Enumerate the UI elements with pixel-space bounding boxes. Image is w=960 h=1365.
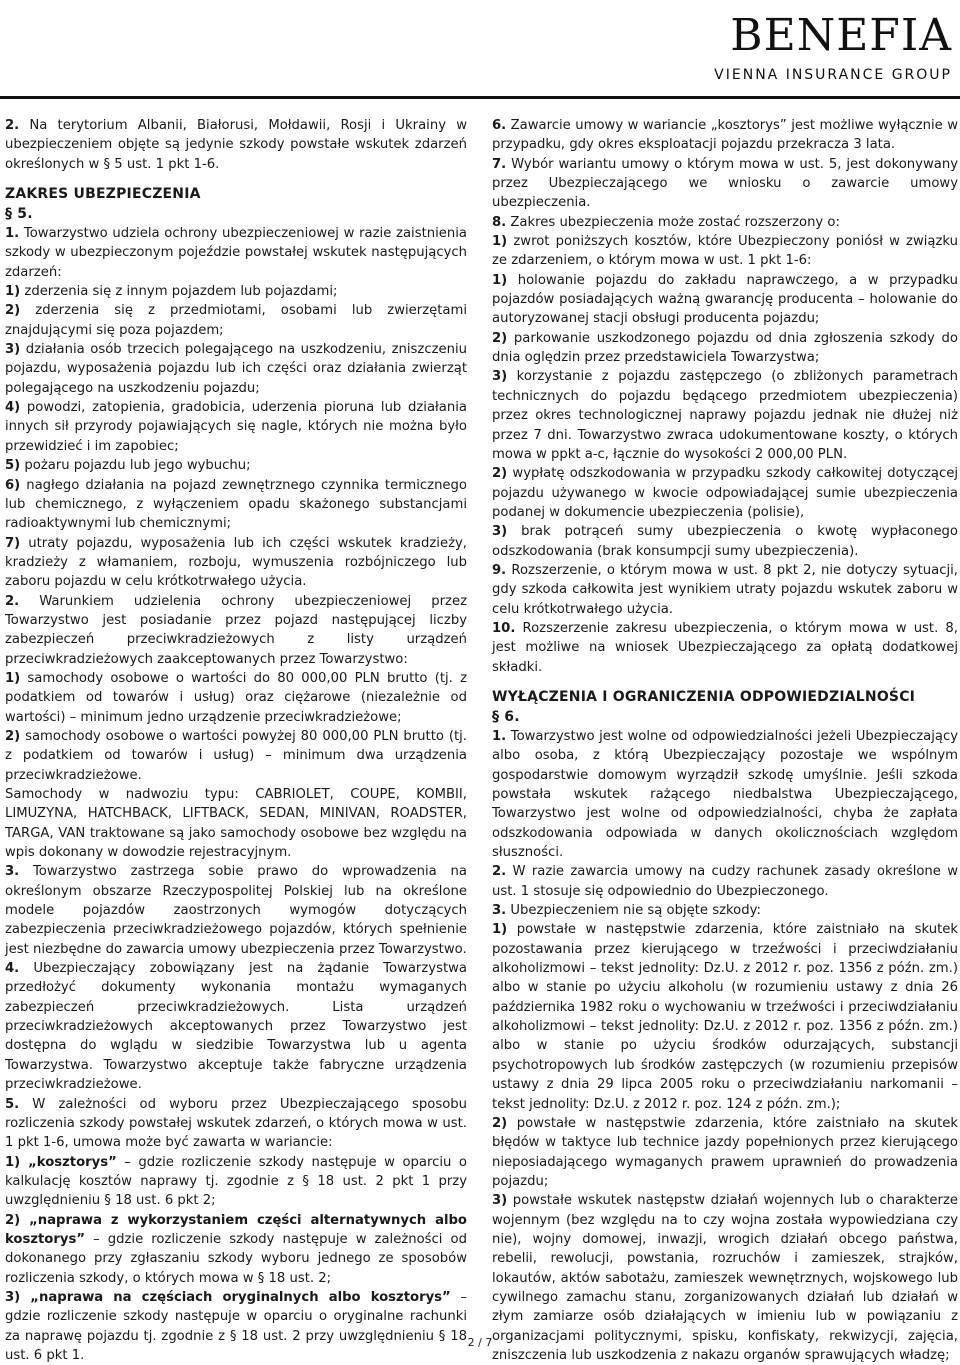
item-number: 3) [492, 369, 508, 385]
item-number: 5) [5, 458, 21, 474]
paragraph [492, 116, 958, 155]
benefia-logo [714, 8, 952, 84]
paragraph [492, 727, 958, 862]
paragraph-text: powodzi, zatopienia, gradobicia, uderzenia pioruna lub działania innych sił przyrody pojawiających się nagle, których nie można było przewidzieć i im zapobiec; [5, 400, 467, 454]
paragraph-text: Rozszerzenie zakresu ubezpieczenia, o którym mowa w ust. 8, jest możliwe na wniosek Ubezpieczającego za opłatą dodatkowej składki. [492, 620, 958, 675]
right-column [492, 116, 958, 1365]
paragraph-text: nagłego działania na pojazd zewnętrznego czynnika termicznego lub chemicznego, z wyłączeniem opadu skażonego substancjami radioaktywnymi lub chemicznymi; [5, 477, 467, 532]
item-number: 5. [5, 1096, 20, 1112]
paragraph-text: pożaru pojazdu lub jego wybuchu; [20, 458, 251, 474]
paragraph [492, 367, 958, 464]
paragraph [5, 1288, 467, 1365]
paragraph [5, 224, 467, 282]
logo-subtitle: VIENNA INSURANCE GROUP [714, 67, 952, 83]
item-number: 2) [5, 303, 21, 319]
item-number: 7) [5, 535, 21, 551]
paragraph-text: korzystanie z pojazdu zastępczego (o zbliżonych parametrach technicznych do pojazdu będącego przedmiotem ubezpieczenia) przez okres technologicznej naprawy pojazdu jednak nie dłużej niż przez 7 dni. Towarzystwo zwraca udokumentowane koszty, o których mowa w ppkt a-c, łącznie do wysokości 2 000,00 PLN. [492, 369, 958, 462]
paragraph-text: Towarzystwo udziela ochrony ubezpieczeniowej w razie zaistnienia szkody w ubezpieczonym pojeździe powstałej wskutek następujących zdarzeń: [5, 226, 467, 280]
item-number: 3) [492, 1193, 508, 1209]
paragraph [492, 522, 958, 561]
paragraph-text: – gdzie rozliczenie szkody następuje w oparciu o kalkulację kosztów naprawy tj. zgodnie z § 18 ust. 2 pkt 1 przy uwzględnieniu § 18 ust. 6 pkt 2; [5, 1154, 467, 1209]
paragraph-text: parkowanie uszkodzonego pojazdu od dnia zgłoszenia szkody do dnia oględzin przez przedstawiciela Towarzystwa; [492, 330, 958, 366]
item-number: 7. [492, 156, 507, 172]
paragraph-text: W razie zawarcia umowy na cudzy rachunek zasady określone w ust. 1 stosuje się odpowiednio do Ubezpieczonego. [492, 864, 958, 899]
paragraph [5, 1095, 467, 1153]
paragraph [5, 301, 467, 340]
item-number: 3) [492, 524, 508, 540]
paragraph-text: powstałe w następstwie zdarzenia, które zaistniało na skutek błędów w taktyce lub technice jazdy popełnionych przez kierującego nieposiadającego wymaganych prawem uprawnień do prowadzenia pojazdu; [492, 1115, 958, 1189]
paragraph [492, 561, 958, 619]
paragraph-text: powstałe wskutek następstw działań wojennych lub o charakterze wojennym (bez względu na to czy wojna została wypowiedziana czy nie), wojny domowej, inwazji, wrogich działań obcego państwa, rebelii, rewolucji, powstania, rozruchów i zamieszek, strajków, lokautów, aktów sabotażu, zamieszek wewnętrznych, wojskowego lub cywilnego zamachu stanu, zorganizowanych działań lub działań w złym zamiarze osób działających w imieniu lub w powiązaniu z organizacjami politycznymi, spisku, konfiskaty, rekwizycji, zajęcia, zniszczenia lub uszkodzenia z nakazu organów sprawujących władzę; [492, 1193, 958, 1363]
header-rule [0, 96, 960, 99]
paragraph [492, 901, 958, 920]
paragraph [5, 340, 467, 398]
paragraph [5, 592, 467, 669]
paragraph-text: samochody osobowe o wartości do 80 000,00 PLN brutto (tj. z podatkiem od towarów i usług) oraz ciężarowe (niezależnie od wartości) – minimum jedno urządzenie przeciwkradzieżowe; [5, 670, 467, 725]
item-number: 2. [492, 864, 507, 880]
logo-wordmark: BENEFIA [730, 10, 952, 61]
paragraph [5, 116, 467, 174]
paragraph-text: Rozszerzenie, o którym mowa w ust. 8 pkt 2, nie dotyczy sytuacji, gdy szkoda całkowita jest wynikiem utraty pojazdu wskutek zaboru w celu krótkotrwałego użycia. [492, 562, 958, 617]
paragraph-text: utraty pojazdu, wyposażenia lub ich części wskutek kradzieży, kradzieży z włamaniem, rozboju, wymuszenia rozbójniczego lub zaboru pojazdu w celu krótkotrwałego użycia. [5, 535, 467, 590]
item-number: 1) „kosztorys” [5, 1154, 117, 1170]
paragraph [5, 398, 467, 456]
section-heading: § 6. [492, 708, 520, 725]
paragraph-text: Towarzystwo jest wolne od odpowiedzialności jeżeli Ubezpieczający albo osoba, z którą Ubezpieczający pozostaje we wspólnym gospodarstwie domowym wyrządził szkodę umyślnie. Jeśli szkoda powstała wskutek rażącego niedbalstwa Ubezpieczającego, Towarzystwo jest wolne od odpowiedzialności, chyba że zapłata odszkodowania odpowiada w danych okolicznościach względom słuszności. [492, 728, 958, 861]
paragraph-text: Ubezpieczający zobowiązany jest na żądanie Towarzystwa przedłożyć dokumenty wykonania montażu wymaganych zabezpieczeń przeciwkradzieżowych. Lista urządzeń przeciwkradzieżowych akceptowanych przez Towarzystwo jest dostępna do wglądu w siedzibie Towarzystwa lub u agenta Towarzystwa. Towarzystwo akceptuje także fabryczne urządzenia przeciwkradzieżowe. [5, 961, 467, 1093]
paragraph-text: Zawarcie umowy w wariancie „kosztorys” jest możliwe wyłącznie w przypadku, gdy okres eksploatacji pojazdu przekracza 3 lata. [492, 118, 958, 153]
item-number: 2. [5, 118, 20, 133]
paragraph [5, 1153, 467, 1211]
item-number: 3) „naprawa na częściach oryginalnych albo kosztorys” [5, 1289, 451, 1305]
item-number: 2. [5, 593, 20, 609]
paragraph-text: Wybór wariantu umowy o którym mowa w ust. 5, jest dokonywany przez Ubezpieczającego we wniosku o zawarcie umowy ubezpieczenia. [492, 156, 958, 211]
spacer [492, 677, 958, 687]
paragraph-text: wypłatę odszkodowania w przypadku szkody całkowitej dotyczącej pojazdu używanego w kwocie odpowiadającej sumie ubezpieczenia podanej w dokumencie ubezpieczenia (polisie), [492, 466, 958, 520]
paragraph [492, 329, 958, 368]
paragraph-text: Samochody w nadwoziu typu: CABRIOLET, COUPE, KOMBII, LIMUZYNA, HATCHBACK, LIFTBACK, SEDAN, MINIVAN, ROADSTER, TARGA, VAN traktowane są jako samochody osobowe bez względu na wpis dokonany w dowodzie rejestracyjnym. [5, 787, 467, 861]
paragraph-text: zderzenia się z innym pojazdem lub pojazdami; [20, 284, 338, 300]
paragraph-text: W zależności od wyboru przez Ubezpieczającego sposobu rozliczenia szkody powstałej wskutek zdarzeń, o których mowa w ust. 1 pkt 1-6, umowa może być zawarta w wariancie: [5, 1096, 467, 1151]
item-number: 2) [492, 330, 508, 346]
item-number: 1) [492, 272, 508, 288]
paragraph [5, 534, 467, 592]
paragraph [492, 1114, 958, 1191]
paragraph [492, 920, 958, 1113]
paragraph [492, 232, 958, 271]
paragraph [492, 271, 958, 329]
paragraph [5, 862, 467, 959]
item-number: 1) [5, 670, 21, 686]
paragraph-text: – gdzie rozliczenie szkody następuje w zależności od dokonanego przy zgłaszaniu szkody wyboru jednego ze sposobów rozliczenia szkody, o których mowa w § 18 ust. 2; [5, 1231, 467, 1286]
paragraph-text: samochody osobowe o wartości powyżej 80 000,00 PLN brutto (tj. z podatkiem od towarów i usług) – minimum dwa urządzenia przeciwkradzieżowe. [5, 728, 467, 783]
paragraph [5, 1211, 467, 1288]
item-number: 6) [5, 477, 21, 493]
left-column [5, 116, 467, 1365]
paragraph [5, 785, 467, 862]
paragraph-text: Ubezpieczeniem nie są objęte szkody: [506, 903, 761, 919]
item-number: 1) [492, 234, 508, 250]
paragraph [5, 476, 467, 534]
paragraph-text: powstałe w następstwie zdarzenia, które zaistniało na skutek pozostawania przez kierującego w trzeźwości i przeciwdziałaniu alkoholizmowi – tekst jednolity: Dz.U. z 2012 r. poz. 1356 z późn. zm.) albo w stanie po użyciu alkoholu (w rozumieniu ustawy z dnia 26 października 1982 roku o wychowaniu w trzeźwości i przeciwdziałaniu alkoholizmowi – tekst jednolity: Dz.U. z 2012 r. poz. 1356 z późn. zm.) albo w stanie po użyciu środków odurzających, substancji psychotropowych lub środków zastępczych (w rozumieniu przepisów ustawy z dnia 29 lipca 2005 roku o przeciwdziałaniu narkomanii – tekst jednolity: Dz.U. z 2012 r. poz. 124 z późn. zm.); [492, 922, 958, 1112]
paragraph [492, 464, 958, 522]
paragraph [5, 727, 467, 785]
paragraph [5, 282, 467, 301]
item-number: 2) „naprawa z wykorzystaniem części alternatywnych albo kosztorys” [5, 1212, 467, 1247]
item-number: 9. [492, 562, 507, 578]
paragraph-text: – gdzie rozliczenie szkody następuje w oparciu o oryginalne rachunki za naprawę pojazdu tj. zgodnie z § 18 ust. 2 przy uwzględnieniu § 18 ust. 6 pkt 1. [5, 1289, 467, 1363]
section-heading: ZAKRES UBEZPIECZENIA [5, 186, 201, 203]
paragraph-text: Na terytorium Albanii, Białorusi, Mołdawii, Rosji i Ukrainy w ubezpieczeniem objęte są jedynie szkody powstałe wskutek zdarzeń określonych w § 5 ust. 1 pkt 1-6. [5, 118, 467, 172]
paragraph-text: zwrot poniższych kosztów, które Ubezpieczony poniósł w związku ze zdarzeniem, o którym mowa w ust. 1 pkt 1-6: [492, 234, 958, 269]
paragraph [492, 862, 958, 901]
paragraph [5, 669, 467, 727]
section-heading: WYŁĄCZENIA I OGRANICZENIA ODPOWIEDZIALNOŚCI [492, 688, 916, 705]
paragraph [492, 155, 958, 213]
paragraph-text: Zakres ubezpieczenia może zostać rozszerzony o: [506, 214, 840, 230]
spacer [5, 174, 467, 184]
item-number: 4) [5, 400, 21, 416]
item-number: 1) [492, 922, 508, 938]
paragraph-text: działania osób trzecich polegającego na uszkodzeniu, zniszczeniu pojazdu, wyposażenia pojazdu lub ich części oraz działania zwierząt polegającego na uszkodzeniu pojazdu; [5, 342, 467, 396]
paragraph-text: Towarzystwo zastrzega sobie prawo do wprowadzenia na określonym obszarze Rzeczypospolitej Polskiej lub na określone modele pojazdów zaostrzonych wymogów dotyczących zabezpieczenia przeciwkradzieżowego pojazdów, których spełnienie jest niezbędne do zawarcia umowy ubezpieczenia przez Towarzystwo. [5, 864, 467, 957]
section-heading: § 5. [5, 206, 33, 223]
item-number: 6. [492, 118, 507, 133]
paragraph [5, 959, 467, 1094]
item-number: 8. [492, 214, 507, 230]
item-number: 1) [5, 284, 21, 300]
item-number: 2) [492, 466, 508, 482]
item-number: 2) [492, 1115, 508, 1131]
item-number: 3. [5, 864, 20, 880]
paragraph-text: Warunkiem udzielenia ochrony ubezpieczeniowej przez Towarzystwo jest posiadanie przez pojazd następującej liczby zabezpieczeń przeciwkradzieżowych z listy urządzeń przeciwkradzieżowych zaakceptowanych przez Towarzystwo: [5, 593, 467, 667]
item-number: 4. [5, 961, 20, 977]
item-number: 10. [492, 620, 516, 636]
item-number: 3) [5, 342, 21, 358]
item-number: 3. [492, 903, 507, 919]
item-number: 1. [492, 728, 507, 744]
item-number: 1. [5, 226, 20, 242]
paragraph-text: zderzenia się z przedmiotami, osobami lub zwierzętami znajdującymi się poza pojazdem; [5, 303, 467, 338]
paragraph [492, 213, 958, 232]
item-number: 2) [5, 728, 21, 744]
paragraph [492, 619, 958, 677]
paragraph-text: holowanie pojazdu do zakładu naprawczego, a w przypadku pojazdów posiadających ważną gwarancję producenta – holowanie do autoryzowanej stacji obsługi producenta pojazdu; [492, 272, 958, 327]
paragraph [5, 456, 467, 475]
paragraph-text: brak potrąceń sumy ubezpieczenia o kwotę wypłaconego odszkodowania (brak konsumpcji sumy ubezpieczenia). [492, 524, 958, 559]
page-number: 2 / 7 [467, 1336, 493, 1349]
